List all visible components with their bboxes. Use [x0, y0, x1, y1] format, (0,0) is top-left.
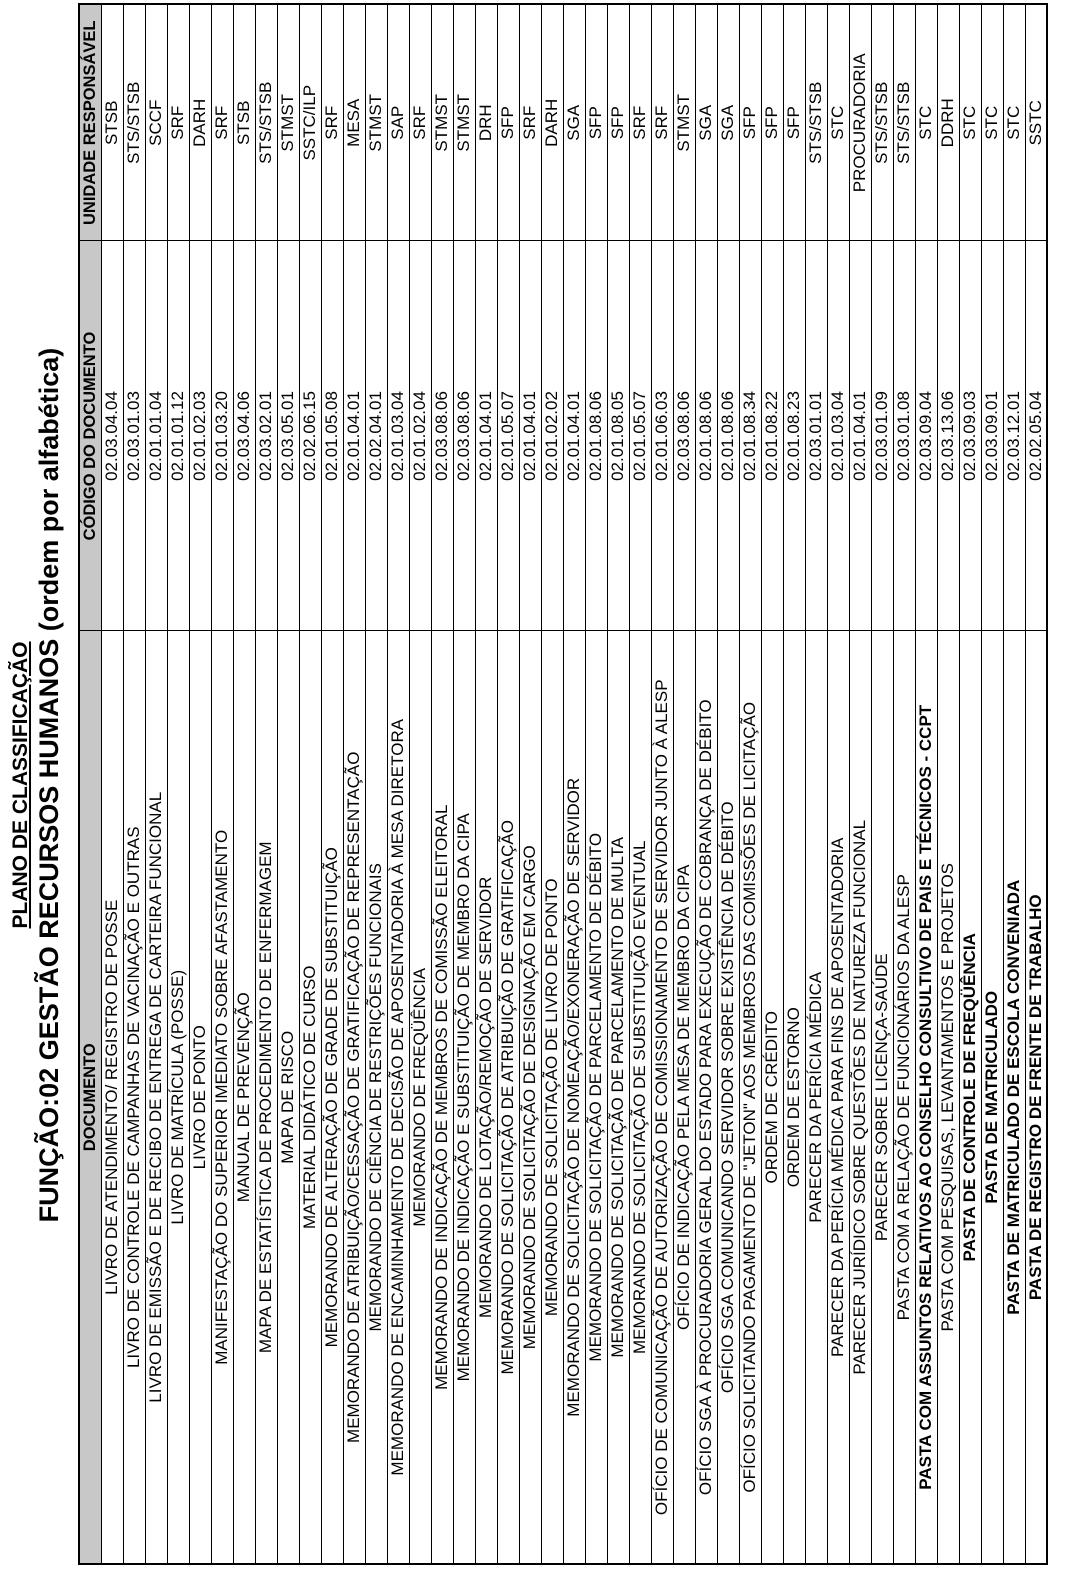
table-row: [453, 4, 475, 1564]
code-cell: 02.01.06.03: [651, 241, 673, 631]
table-row: [805, 4, 827, 1564]
document-cell: PASTA DE MATRICULADO: [981, 631, 1003, 1564]
document-cell: PARECER DA PERÍCIA MÉDICA PARA FINS DE APOSENTADORIA: [827, 631, 849, 1564]
document-cell: MAPA DE ESTATÍSTICA DE PROCEDIMENTO DE ENFERMAGEM: [255, 631, 277, 1564]
document-cell: MEMORANDO DE SOLICITAÇÃO DE PARCELAMENTO DE MULTA: [607, 631, 629, 1564]
unit-cell: STC: [915, 4, 937, 241]
unit-cell: STC: [827, 4, 849, 241]
code-cell: 02.03.08.06: [431, 241, 453, 631]
unit-cell: STC: [1003, 4, 1025, 241]
unit-cell: STS/STSB: [893, 4, 915, 241]
table-row: [761, 4, 783, 1564]
document-cell: OFÍCIO SGA À PROCURADORIA GERAL DO ESTADO PARA EXECUÇÃO DE COBRANÇA DE DÉBITO: [695, 631, 717, 1564]
unit-cell: SRF: [321, 4, 343, 241]
table-row: [629, 4, 651, 1564]
table-row: [211, 4, 233, 1564]
code-cell: 02.03.05.01: [277, 241, 299, 631]
code-cell: 02.01.04.01: [519, 241, 541, 631]
document-cell: PARECER DA PERÍCIA MÉDICA: [805, 631, 827, 1564]
code-cell: 02.01.08.34: [739, 241, 761, 631]
unit-cell: SAP: [387, 4, 409, 241]
document-cell: MEMORANDO DE CIÊNCIA DE RESTRIÇÕES FUNCIONAIS: [365, 631, 387, 1564]
document-cell: LIVRO DE ATENDIMENTO/ REGISTRO DE POSSE: [101, 631, 123, 1564]
unit-cell: SFP: [761, 4, 783, 241]
document-cell: MEMORANDO DE SOLICITAÇÃO DE PARCELAMENTO DE DÉBITO: [585, 631, 607, 1564]
table-row: [277, 4, 299, 1564]
code-cell: 02.03.01.08: [893, 241, 915, 631]
code-cell: 02.01.02.04: [409, 241, 431, 631]
unit-cell: STC: [981, 4, 1003, 241]
unit-cell: SRF: [167, 4, 189, 241]
document-cell: LIVRO DE PONTO: [189, 631, 211, 1564]
code-cell: 02.02.06.15: [299, 241, 321, 631]
document-cell: MEMORANDO DE ENCAMINHAMENTO DE DECISÃO DE APOSENTADORIA À MESA DIRETORA: [387, 631, 409, 1564]
code-cell: 02.01.04.01: [475, 241, 497, 631]
table-row: [233, 4, 255, 1564]
code-cell: 02.03.01.09: [871, 241, 893, 631]
table-header: [79, 4, 101, 1564]
unit-cell: STSB: [233, 4, 255, 241]
code-cell: 02.01.01.12: [167, 241, 189, 631]
unit-cell: SSTC/ILP: [299, 4, 321, 241]
unit-cell: STC: [959, 4, 981, 241]
document-cell: MANUAL DE PREVENÇÃO: [233, 631, 255, 1564]
unit-cell: SFP: [783, 4, 805, 241]
table-row: [959, 4, 981, 1564]
code-cell: 02.01.04.01: [563, 241, 585, 631]
page-title: PLANO DE CLASSIFICAÇÃO: [9, 641, 32, 929]
unit-cell: STMST: [673, 4, 695, 241]
document-cell: MAPA DE RISCO: [277, 631, 299, 1564]
unit-cell: SFP: [497, 4, 519, 241]
unit-cell: SFP: [585, 4, 607, 241]
table-row: [255, 4, 277, 1564]
document-cell: MANIFESTAÇÃO DO SUPERIOR IMEDIATO SOBRE AFASTAMENTO: [211, 631, 233, 1564]
code-cell: 02.03.13.06: [937, 241, 959, 631]
table-row: [167, 4, 189, 1564]
document-cell: MEMORANDO DE ATRIBUIÇÃO/CESSAÇÃO DE GRATIFICAÇÃO DE REPRESENTAÇÃO: [343, 631, 365, 1564]
unit-cell: STMST: [453, 4, 475, 241]
document-cell: PARECER JURÍDICO SOBRE QUESTÕES DE NATUREZA FUNCIONAL: [849, 631, 871, 1564]
document-cell: MEMORANDO DE SOLICITAÇÃO DE ATRIBUIÇÃO DE GRATIFICAÇÃO: [497, 631, 519, 1564]
document-cell: PASTA COM PESQUISAS, LEVANTAMENTOS E PROJETOS: [937, 631, 959, 1564]
code-cell: 02.01.05.08: [321, 241, 343, 631]
table-row: [673, 4, 695, 1564]
unit-cell: STSB: [101, 4, 123, 241]
code-cell: 02.01.04.01: [343, 241, 365, 631]
code-cell: 02.01.03.20: [211, 241, 233, 631]
table-row: [827, 4, 849, 1564]
unit-cell: SRF: [629, 4, 651, 241]
unit-cell: DARH: [541, 4, 563, 241]
code-cell: 02.01.08.06: [695, 241, 717, 631]
table-row: [695, 4, 717, 1564]
unit-cell: DDRH: [937, 4, 959, 241]
table-row: [1025, 4, 1047, 1564]
document-cell: MEMORANDO DE FREQÜÊNCIA: [409, 631, 431, 1564]
table-row: [783, 4, 805, 1564]
document-cell: PASTA COM A RELAÇÃO DE FUNCIONÁRIOS DA ALESP: [893, 631, 915, 1564]
unit-cell: SRF: [211, 4, 233, 241]
document-cell: MEMORANDO DE SOLICITAÇÃO DE NOMEAÇÃO/EXONERAÇÃO DE SERVIDOR: [563, 631, 585, 1564]
table-header-row: [79, 4, 101, 1564]
table-row: [519, 4, 541, 1564]
document-cell: PASTA DE MATRICULADO DE ESCOLA CONVENIADA: [1003, 631, 1025, 1564]
unit-cell: SSTC: [1025, 4, 1047, 241]
unit-cell: SGA: [695, 4, 717, 241]
document-cell: MEMORANDO DE INDICAÇÃO DE MEMBROS DE COMISSÃO ELEITORAL: [431, 631, 453, 1564]
code-cell: 02.03.04.04: [101, 241, 123, 631]
table-row: [145, 4, 167, 1564]
code-cell: 02.01.03.04: [827, 241, 849, 631]
table-row: [431, 4, 453, 1564]
header-unit: UNIDADE RESPONSÁVEL: [79, 4, 101, 241]
code-cell: 02.01.05.07: [629, 241, 651, 631]
unit-cell: MESA: [343, 4, 365, 241]
table-row: [365, 4, 387, 1564]
code-cell: 02.03.02.01: [255, 241, 277, 631]
document-cell: ORDEM DE ESTORNO: [783, 631, 805, 1564]
unit-cell: STS/STSB: [123, 4, 145, 241]
document-cell: OFÍCIO DE INDICAÇÃO PELA MESA DE MEMBRO DA CIPA: [673, 631, 695, 1564]
unit-cell: STS/STSB: [871, 4, 893, 241]
table-row: [321, 4, 343, 1564]
unit-cell: SFP: [607, 4, 629, 241]
table-row: [541, 4, 563, 1564]
table-row: [189, 4, 211, 1564]
page-subtitle: FUNÇÃO:02 GESTÃO RECURSOS HUMANOS (ordem por alfabética): [34, 347, 64, 1223]
document-cell: MEMORANDO DE LOTAÇÃO/REMOÇÃO DE SERVIDOR: [475, 631, 497, 1564]
code-cell: 02.01.05.07: [497, 241, 519, 631]
unit-cell: STS/STSB: [255, 4, 277, 241]
unit-cell: DRH: [475, 4, 497, 241]
table-row: [299, 4, 321, 1564]
document-cell: OFÍCIO DE COMUNICAÇÃO DE AUTORIZAÇÃO DE COMISSIONAMENTO DE SERVIDOR JUNTO À ALESP: [651, 631, 673, 1564]
table-row: [915, 4, 937, 1564]
table-row: [101, 4, 123, 1564]
unit-cell: SGA: [563, 4, 585, 241]
document-cell: LIVRO DE MATRÍCULA (POSSE): [167, 631, 189, 1564]
code-cell: 02.03.09.03: [959, 241, 981, 631]
unit-cell: SGA: [717, 4, 739, 241]
document-cell: OFÍCIO SOLICITANDO PAGAMENTO DE "JETON" AOS MEMBROS DAS COMISSÕES DE LICITAÇÃO: [739, 631, 761, 1564]
code-cell: 02.03.04.06: [233, 241, 255, 631]
document-cell: PASTA DE REGISTRO DE FRENTE DE TRABALHO: [1025, 631, 1047, 1564]
table-row: [849, 4, 871, 1564]
table-row: [475, 4, 497, 1564]
table-row: [563, 4, 585, 1564]
code-cell: 02.01.08.23: [783, 241, 805, 631]
code-cell: 02.01.08.06: [585, 241, 607, 631]
unit-cell: SRF: [651, 4, 673, 241]
code-cell: 02.03.08.06: [453, 241, 475, 631]
document-cell: MATERIAL DIDÁTICO DE CURSO: [299, 631, 321, 1564]
code-cell: 02.01.08.22: [761, 241, 783, 631]
document-cell: PASTA DE CONTROLE DE FREQÜÊNCIA: [959, 631, 981, 1564]
table-body: [101, 4, 1047, 1564]
table-row: [739, 4, 761, 1564]
unit-cell: STS/STSB: [805, 4, 827, 241]
document-cell: ORDEM DE CRÉDITO: [761, 631, 783, 1564]
table-row: [343, 4, 365, 1564]
table-row: [651, 4, 673, 1564]
code-cell: 02.01.08.05: [607, 241, 629, 631]
code-cell: 02.02.05.04: [1025, 241, 1047, 631]
document-cell: MEMORANDO DE SOLICITAÇÃO DE DESIGNAÇÃO EM CARGO: [519, 631, 541, 1564]
code-cell: 02.03.09.01: [981, 241, 1003, 631]
code-cell: 02.03.08.06: [673, 241, 695, 631]
document-cell: MEMORANDO DE SOLICITAÇÃO DE LIVRO DE PONTO: [541, 631, 563, 1564]
table-row: [717, 4, 739, 1564]
unit-cell: DARH: [189, 4, 211, 241]
code-cell: 02.01.02.03: [189, 241, 211, 631]
table-row: [123, 4, 145, 1564]
code-cell: 02.03.01.03: [123, 241, 145, 631]
table-row: [409, 4, 431, 1564]
table-row: [871, 4, 893, 1564]
document-cell: LIVRO DE CONTROLE DE CAMPANHAS DE VACINAÇÃO E OUTRAS: [123, 631, 145, 1564]
table-row: [607, 4, 629, 1564]
table-row: [585, 4, 607, 1564]
code-cell: 02.03.01.01: [805, 241, 827, 631]
header-code: CÓDIGO DO DOCUMENTO: [79, 241, 101, 631]
code-cell: 02.03.12.01: [1003, 241, 1025, 631]
document-cell: OFÍCIO SGA COMUNICANDO SERVIDOR SOBRE EXISTÊNCIA DE DÉBITO: [717, 631, 739, 1564]
table-row: [893, 4, 915, 1564]
classification-table: [78, 3, 1048, 1565]
table-row: [387, 4, 409, 1564]
unit-cell: PROCURADORIA: [849, 4, 871, 241]
unit-cell: STMST: [365, 4, 387, 241]
code-cell: 02.02.04.01: [365, 241, 387, 631]
document-cell: PARECER SOBRE LICENÇA-SAÚDE: [871, 631, 893, 1564]
code-cell: 02.01.08.06: [717, 241, 739, 631]
document-cell: MEMORANDO DE SOLICITAÇÃO DE SUBSTITUIÇÃO EVENTUAL: [629, 631, 651, 1564]
unit-cell: SCCF: [145, 4, 167, 241]
table-row: [981, 4, 1003, 1564]
code-cell: 02.01.01.04: [145, 241, 167, 631]
unit-cell: SRF: [409, 4, 431, 241]
document-cell: MEMORANDO DE ALTERAÇÃO DE GRADE DE SUBSTITUIÇÃO: [321, 631, 343, 1564]
header-document: DOCUMENTO: [79, 631, 101, 1564]
unit-cell: STMST: [277, 4, 299, 241]
unit-cell: SFP: [739, 4, 761, 241]
table-row: [1003, 4, 1025, 1564]
table-row: [937, 4, 959, 1564]
document-cell: PASTA COM ASSUNTOS RELATIVOS AO CONSELHO CONSULTIVO DE PAIS E TÉCNICOS - CCPT: [915, 631, 937, 1564]
document-cell: MEMORANDO DE INDICAÇÃO E SUBSTITUIÇÃO DE MEMBRO DA CIPA: [453, 631, 475, 1564]
code-cell: 02.03.09.04: [915, 241, 937, 631]
document-cell: LIVRO DE EMISSÃO E DE RECIBO DE ENTREGA DE CARTEIRA FUNCIONAL: [145, 631, 167, 1564]
table-row: [497, 4, 519, 1564]
unit-cell: SRF: [519, 4, 541, 241]
code-cell: 02.01.03.04: [387, 241, 409, 631]
code-cell: 02.01.02.02: [541, 241, 563, 631]
unit-cell: STMST: [431, 4, 453, 241]
code-cell: 02.01.04.01: [849, 241, 871, 631]
